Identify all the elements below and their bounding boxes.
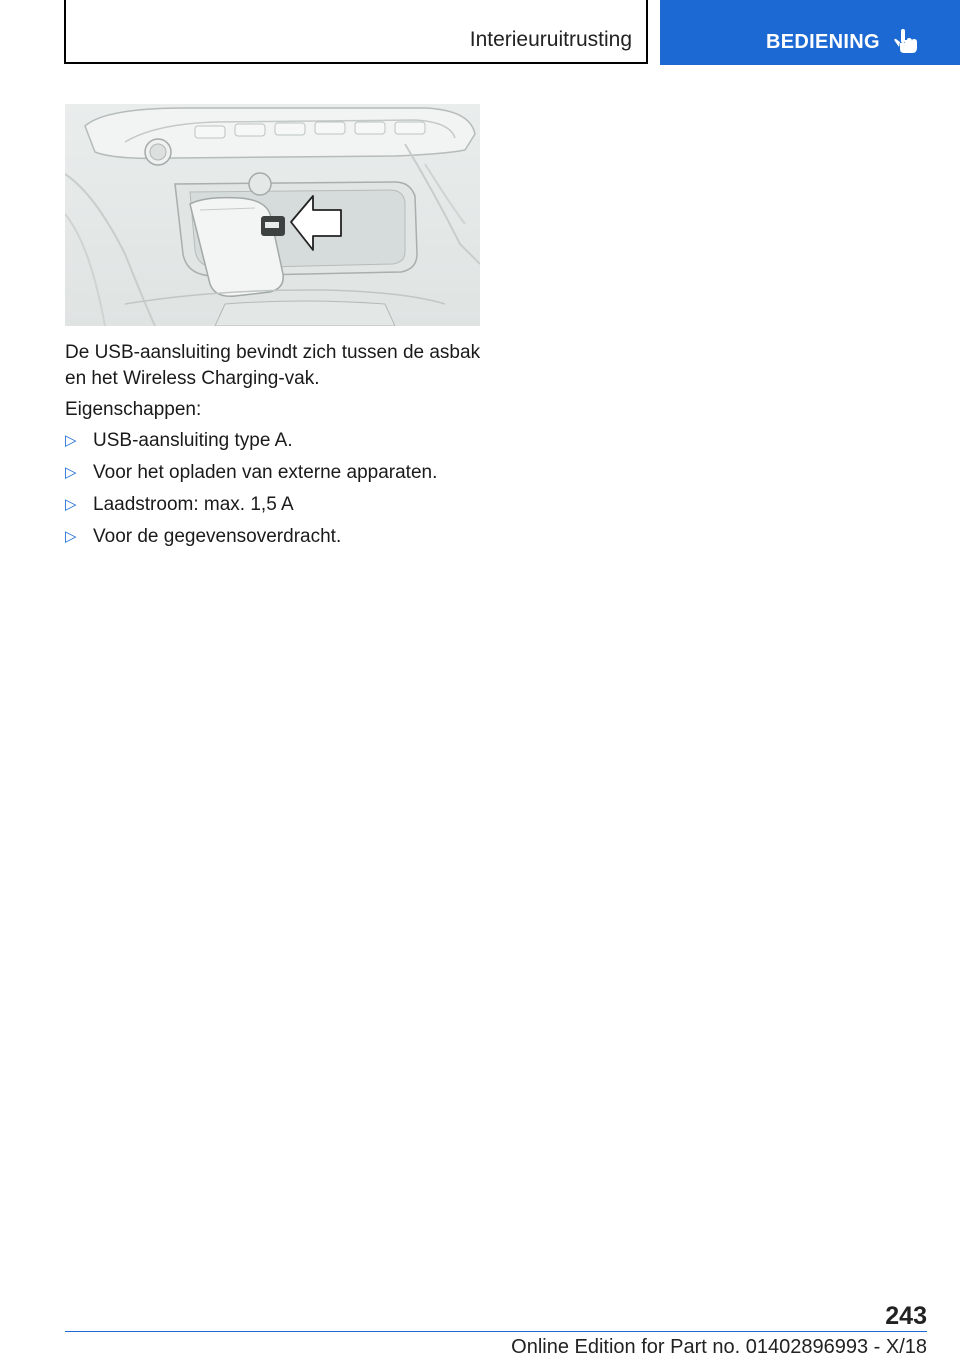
chapter-tab[interactable] [660,0,960,65]
properties-list [65,428,485,556]
properties-label: Eigenschappen: [65,399,202,420]
list-item [65,492,485,524]
footer-divider [65,1331,927,1332]
edition-footer: Online Edition for Part no. 01402896993 - X/18 [511,1336,927,1358]
bullet-triangle-icon: ▷ [65,464,77,481]
list-item [65,524,485,556]
header-section-box [64,0,648,64]
page-number: 243 [885,1302,927,1330]
bullet-triangle-icon: ▷ [65,528,77,545]
list-item-text: Voor de gegevensoverdracht. [93,526,342,547]
usb-port-illustration [65,104,480,326]
bullet-triangle-icon: ▷ [65,496,77,513]
list-item-text: Laadstroom: max. 1,5 A [93,494,294,515]
pointing-hand-icon [892,26,922,56]
chapter-tab-label: BEDIENING [766,31,880,53]
list-item [65,460,485,492]
list-item [65,428,485,460]
intro-paragraph: De USB-aansluiting bevindt zich tussen de asbak en het Wireless Charging-vak. [65,342,481,389]
bullet-triangle-icon: ▷ [65,432,77,449]
section-title: Interieuruitrusting [469,28,632,51]
list-item-text: USB-aansluiting type A. [93,430,293,451]
list-item-text: Voor het opladen van externe apparaten. [93,462,438,483]
